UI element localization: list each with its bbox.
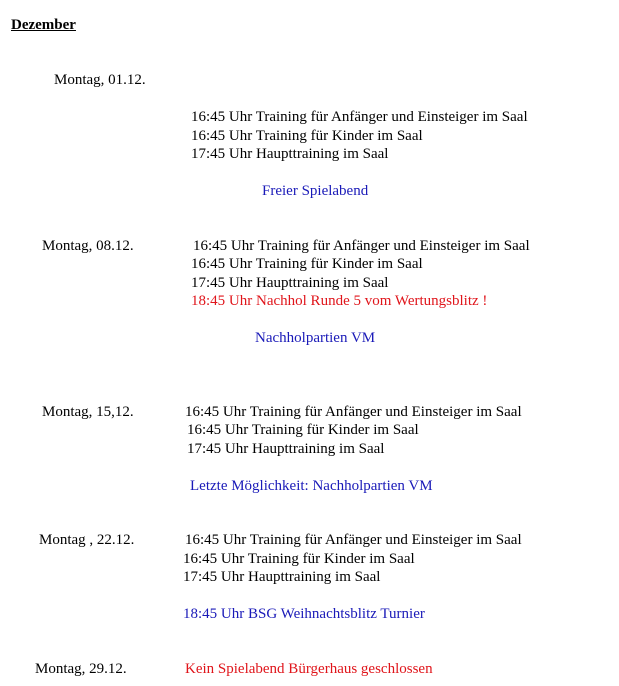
schedule-line: 16:45 Uhr Training für Anfänger und Einsteiger im Saal	[193, 238, 530, 254]
entry-note: 18:45 Uhr BSG Weihnachtsblitz Turnier	[183, 606, 425, 622]
entry-note: Letzte Möglichkeit: Nachholpartien VM	[190, 478, 433, 494]
schedule-line: 16:45 Uhr Training für Anfänger und Einsteiger im Saal	[185, 404, 522, 420]
entry-alert: 18:45 Uhr Nachhol Runde 5 vom Wertungsblitz !	[191, 293, 488, 309]
entry-date: Montag , 22.12.	[39, 532, 135, 548]
entry-date: Montag, 15,12.	[42, 404, 134, 420]
schedule-line: 16:45 Uhr Training für Kinder im Saal	[187, 422, 419, 438]
entry-note: Freier Spielabend	[262, 183, 369, 199]
entry-date: Montag, 01.12.	[54, 72, 146, 88]
schedule-line: 17:45 Uhr Haupttraining im Saal	[191, 146, 389, 162]
schedule-line: 16:45 Uhr Training für Anfänger und Einsteiger im Saal	[185, 532, 522, 548]
page-title: Dezember	[11, 17, 76, 33]
schedule-line: 16:45 Uhr Training für Kinder im Saal	[183, 551, 415, 567]
schedule-line: 16:45 Uhr Training für Kinder im Saal	[191, 256, 423, 272]
schedule-line: 16:45 Uhr Training für Kinder im Saal	[191, 128, 423, 144]
schedule-line: 17:45 Uhr Haupttraining im Saal	[183, 569, 381, 585]
entry-note: Nachholpartien VM	[255, 330, 376, 346]
entry-date: Montag, 08.12.	[42, 238, 134, 254]
schedule-line: 17:45 Uhr Haupttraining im Saal	[191, 275, 389, 291]
entry-alert: Kein Spielabend Bürgerhaus geschlossen	[185, 661, 433, 677]
schedule-line: 16:45 Uhr Training für Anfänger und Einsteiger im Saal	[191, 109, 528, 125]
schedule-line: 17:45 Uhr Haupttraining im Saal	[187, 441, 385, 457]
entry-date: Montag, 29.12.	[35, 661, 127, 677]
